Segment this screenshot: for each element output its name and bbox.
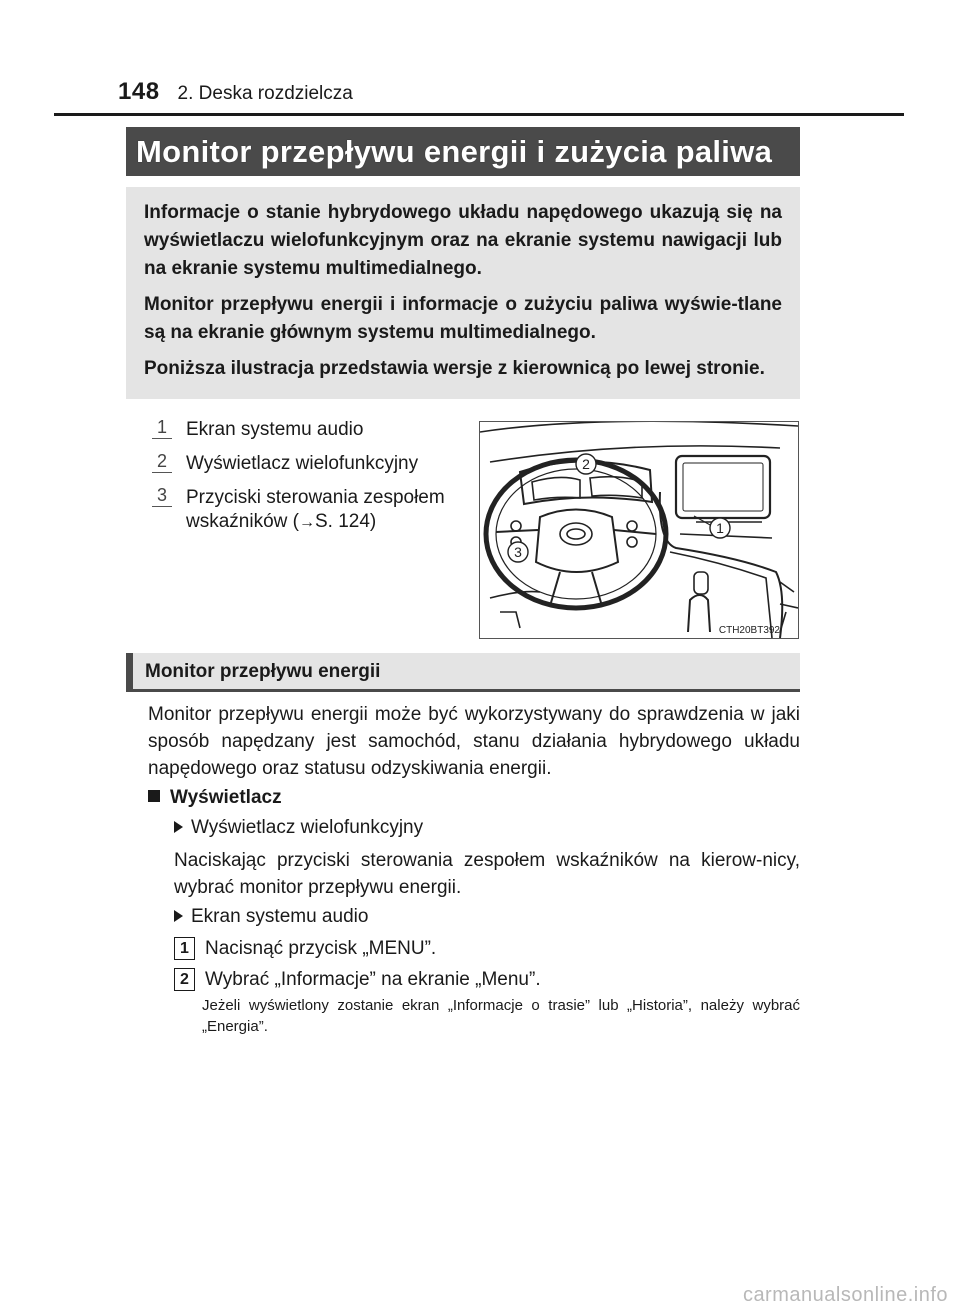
triangle-bullet-icon — [174, 821, 183, 833]
arrow-icon: → — [298, 514, 315, 531]
page-reference-link[interactable]: S. 124) — [314, 511, 377, 532]
subsection-body: Monitor przepływu energii może być wykorzystywany do sprawdzenia w jaki sposób napędzany jest samochód, stanu działania hybrydowego układu napędowego oraz statusu odzyskiwania energii. — [148, 704, 800, 779]
step-number: 1 — [174, 937, 195, 960]
page-title: Monitor przepływu energii i zużycia paliwa — [126, 127, 800, 176]
illustration-legend — [150, 418, 470, 545]
intro-paragraph: Informacje o stanie hybrydowego układu napędowego ukazują się na wyświetlaczu wielofunkcyjnym oraz na ekranie systemu nawigacji lub na ekranie systemu multimedialnego. — [144, 202, 782, 279]
header-rule — [54, 113, 904, 116]
dashboard-illustration — [479, 421, 799, 639]
legend-item — [150, 486, 470, 535]
intro-paragraph: Monitor przepływu energii i informacje o zużyciu paliwa wyświe-tlane są na ekranie głównym systemu multimedialnego. — [144, 294, 782, 343]
subsection-rule — [126, 689, 800, 692]
callout-1: 1 — [716, 520, 724, 536]
list-item-label: Ekran systemu audio — [191, 906, 369, 927]
watermark: carmanualsonline.info — [742, 1284, 948, 1306]
dashboard-drawing — [480, 422, 798, 638]
note-text — [202, 995, 800, 1037]
step-text: Nacisnąć przycisk „MENU”. — [205, 938, 437, 959]
legend-label: Przyciski sterowania zespołem wskaźników ( — [186, 487, 445, 532]
subsection-title: Monitor przepływu energii — [126, 653, 800, 691]
section-title: 2. Deska rozdzielcza — [177, 83, 353, 104]
bullet-heading-label: Wyświetlacz — [170, 787, 282, 808]
legend-item — [150, 452, 470, 476]
page-header — [118, 78, 353, 106]
legend-label: Wyświetlacz wielofunkcyjny — [186, 453, 419, 474]
callout-2: 2 — [582, 456, 590, 472]
note-paragraph: Jeżeli wyświetlony zostanie ekran „Informacje o trasie” lub „Historia”, należy wybrać „Energia”. — [202, 997, 800, 1035]
legend-label: Ekran systemu audio — [186, 419, 364, 440]
intro-box — [126, 187, 800, 399]
step-item — [174, 935, 436, 962]
step-number: 2 — [174, 968, 195, 991]
step-item — [174, 966, 541, 993]
intro-paragraph: Poniższa ilustracja przedstawia wersje z kierownicą po lewej stronie. — [144, 358, 765, 379]
list-item — [174, 814, 423, 841]
legend-number: 3 — [152, 484, 172, 507]
callout-3: 3 — [514, 544, 522, 560]
legend-item — [150, 418, 470, 442]
list-item-label: Wyświetlacz wielofunkcyjny — [191, 817, 424, 838]
illustration-code: CTH20BT392 — [718, 625, 780, 636]
item-description: Naciskając przyciski sterowania zespołem wskaźników na kierow-nicy, wybrać monitor przepływu energii. — [174, 850, 800, 898]
list-item — [174, 903, 368, 930]
step-text: Wybrać „Informacje” na ekranie „Menu”. — [205, 969, 541, 990]
legend-number: 2 — [152, 450, 172, 473]
triangle-bullet-icon — [174, 910, 183, 922]
square-bullet-icon — [148, 790, 160, 802]
page-number: 148 — [118, 78, 160, 105]
bullet-heading — [148, 784, 282, 811]
legend-number: 1 — [152, 416, 172, 439]
